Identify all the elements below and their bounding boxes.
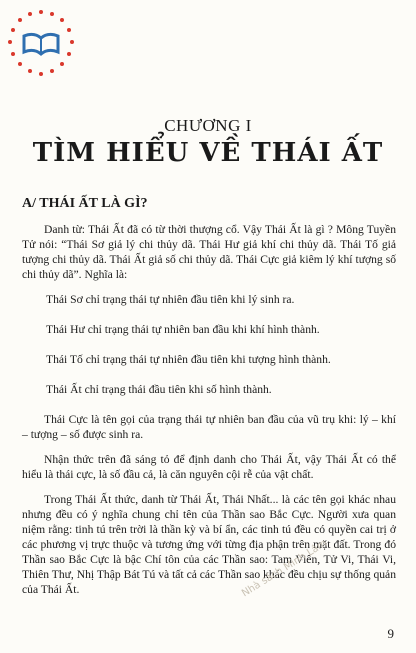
- paragraph: Danh từ: Thái Ất đã có từ thời thượng cổ. Vậy Thái Ất là gì ? Mông Tuyền Tử nói: “Thái Sơ giả lý chi thủy dã. Thái Hư giả khí chi thủy dã. Thái Tố giả tượng chi thủy dã. Thái Ất giả số chi thủy dã. Thái Cực giả kiêm lý khí tượng số chi thủy dã”. Nghĩa là:: [22, 223, 396, 281]
- paragraph: Thái Sơ chỉ trạng thái tự nhiên đầu tiên khi lý sinh ra.: [46, 293, 295, 306]
- chapter-title: TÌM HIỂU VỀ THÁI ẤT: [32, 138, 384, 168]
- paragraph: Thái Cực là tên gọi của trạng thái tự nhiên ban đầu của vũ trụ khi: lý – khí – tượng – số được sinh ra.: [22, 413, 396, 441]
- body-text: [22, 222, 396, 607]
- paragraph: Nhận thức trên đã sáng tỏ để định danh cho Thái Ất, vậy Thái Ất có thể hiểu là thái cực, là số đầu cả, là căn nguyên cội rễ của vật chất.: [22, 453, 396, 481]
- page-number: 9: [387, 626, 394, 641]
- paragraph: Thái Ất chỉ trạng thái đầu tiên khi số hình thành.: [46, 383, 272, 396]
- paragraph: Thái Tố chỉ trạng thái tự nhiên đầu tiên khi tượng hình thành.: [46, 353, 331, 366]
- paragraph: Thái Hư chỉ trạng thái tự nhiên ban đầu khi khí hình thành.: [46, 323, 320, 336]
- section-heading: A/ THÁI ẤT LÀ GÌ?: [22, 196, 148, 211]
- watermark: Nhà sách Minh Lâm: [240, 537, 330, 600]
- chapter-label: CHƯƠNG I: [164, 116, 252, 135]
- publisher-logo: [4, 6, 78, 80]
- paragraph: Trong Thái Ất thức, danh từ Thái Ất, Thái Nhất... là các tên gọi khác nhau nhưng đều có ý nghĩa chung chỉ tên của Thần sao Bắc Cực. Người xưa quan niệm rằng: tinh tú trên trời là thần kỳ và bí ẩn, các tinh tú đều có quyền cai trị ở các phương vị trực thuộc và tương ứng với từng địa phận trên mặt đất. Trong đó Thần sao Bắc Cực là bậc Chí tôn của các Thần sao: Tam Viên, Tử Vi, Thái Vi, Thiên Thư, Nhị Thập Bát Tú và tất cả các Thần sao khác đều chịu sự thống quản của Thái Ất.: [22, 493, 396, 596]
